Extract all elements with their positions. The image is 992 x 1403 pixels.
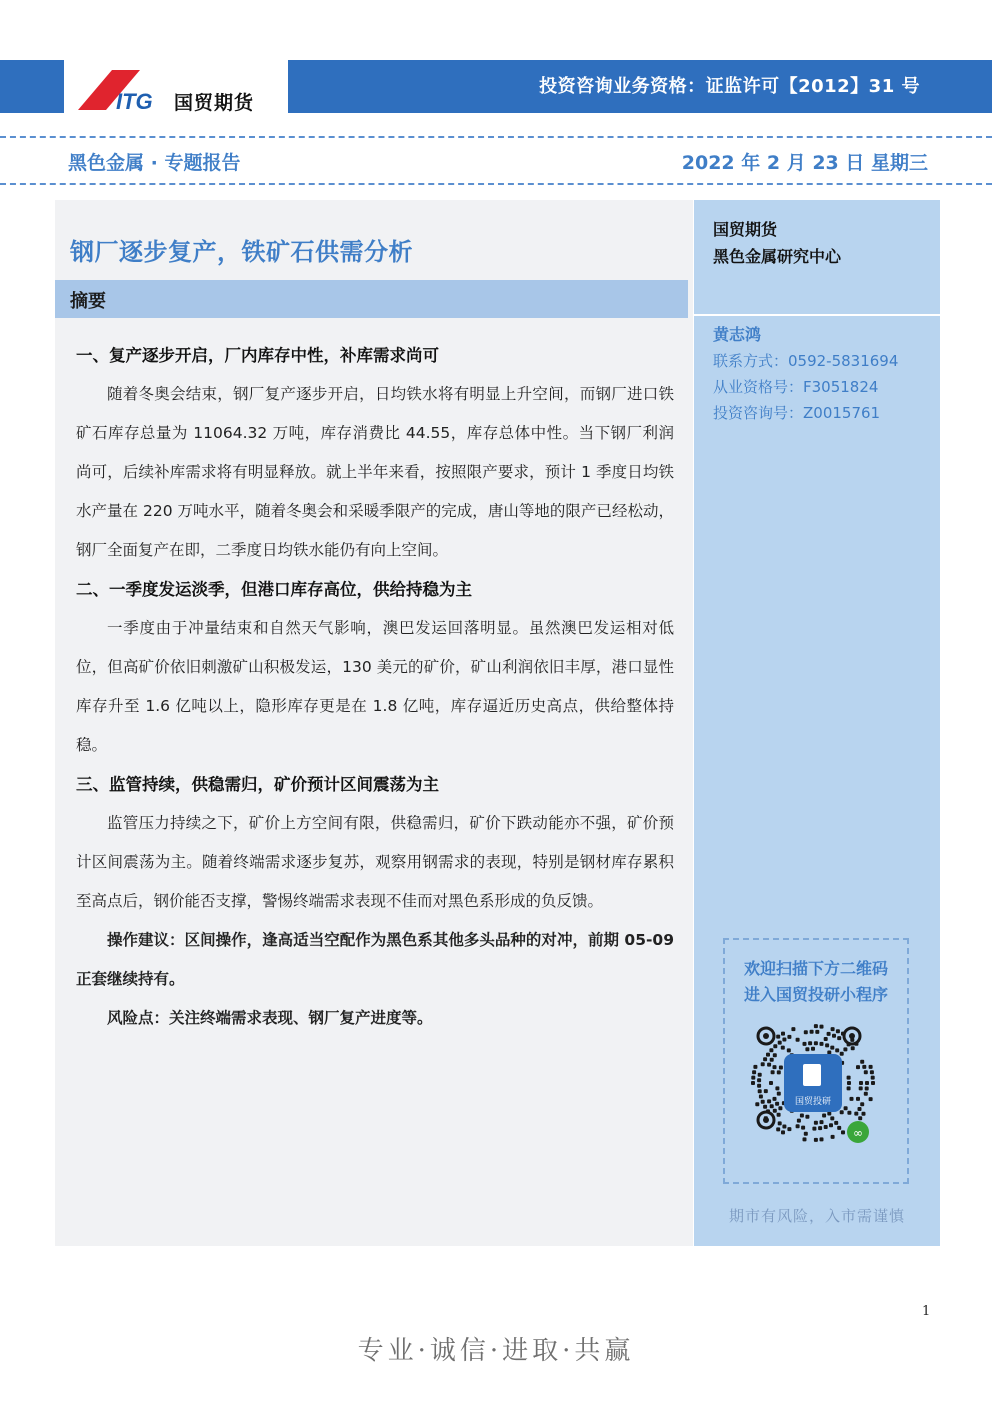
report-category: 黑色金属 · 专题报告	[68, 152, 241, 174]
risk-point: 风险点：关注终端需求表现、钢厂复产进度等。	[107, 1009, 433, 1027]
qr-center-label: 国贸投研	[794, 1097, 832, 1107]
header-divider-bottom	[0, 183, 992, 185]
risk-notice: 期市有风险，入市需谨慎	[728, 1207, 905, 1225]
qr-caption-line-2: 进入国贸投研小程序	[743, 985, 888, 1004]
page-number: 1	[922, 1304, 931, 1319]
section-body-3: 监管压力持续之下，矿价上方空间有限，供稳需归，矿价下跌动能亦不强，矿价预计区间震荡为主。随着终端需求逐步复苏，观察用钢需求的表现，特别是钢材库存累积至高点后，钢价能否支撑，警惕终端需求表现不佳而对黑色系形成的负反馈。	[76, 814, 674, 910]
abstract-bar	[55, 280, 688, 318]
section-heading-3: 三、监管持续，供稳需归，矿价预计区间震荡为主	[76, 775, 439, 794]
sidebar-research-center: 黑色金属研究中心	[713, 247, 842, 266]
header-band-left	[0, 60, 64, 113]
analyst-consult-number: 投资咨询号：Z0015761	[713, 404, 881, 422]
abstract-label: 摘要	[70, 291, 106, 312]
header-divider-top	[0, 136, 992, 138]
qr-caption-line-1: 欢迎扫描下方二维码	[743, 959, 888, 978]
logo-letters: ITG	[116, 89, 153, 112]
section-heading-1: 一、复产逐步开启，厂内库存中性，补库需求尚可	[76, 346, 439, 365]
section-heading-2: 二、一季度发运淡季，但港口库存高位，供给持稳为主	[76, 580, 472, 599]
license-text: 投资咨询业务资格：证监许可【2012】31 号	[539, 76, 920, 97]
company-logo	[78, 68, 278, 112]
report-title: 钢厂逐步复产，铁矿石供需分析	[70, 238, 413, 266]
report-content	[76, 336, 674, 1038]
logo-text: 国贸期货	[174, 92, 255, 114]
analyst-contact: 联系方式：0592-5831694	[713, 352, 899, 370]
svg-text:∞: ∞	[853, 1126, 863, 1140]
document-icon	[803, 1064, 821, 1086]
operation-advice: 操作建议：区间操作，逢高适当空配作为黑色系其他多头品种的对冲，前期 05-09 正套继续持有。	[76, 931, 674, 988]
section-body-2: 一季度由于冲量结束和自然天气影响，澳巴发运回落明显。虽然澳巴发运相对低位，但高矿价依旧刺激矿山积极发运，130 美元的矿价，矿山利润依旧丰厚，港口显性库存升至 1.6 亿吨以上，隐形库存更是在 1.8 亿吨，库存逼近历史高点，供给整体持稳。	[76, 619, 674, 754]
logo-mark-icon	[78, 68, 174, 112]
sidebar-org: 国贸期货	[713, 220, 778, 239]
section-body-1: 随着冬奥会结束，钢厂复产逐步开启，日均铁水将有明显上升空间，而钢厂进口铁矿石库存总量为 11064.32 万吨，库存消费比 44.55，库存总体中性。当下钢厂利润尚可，后续补库需求将有明显释放。就上半年来看，按照限产要求，预计 1 季度日均铁水产量在 220 万吨水平，随着冬奥会和采暖季限产的完成，唐山等地的限产已经松动，钢厂全面复产在即，二季度日均铁水能仍有向上空间。	[76, 385, 674, 559]
report-date: 2022 年 2 月 23 日 星期三	[681, 152, 928, 174]
analyst-name: 黄志鸿	[713, 325, 762, 344]
analyst-qualification: 从业资格号：F3051824	[713, 378, 879, 396]
mini-program-qr-code[interactable]	[740, 1024, 892, 1154]
sidebar-divider	[694, 314, 940, 316]
footer-motto: 专业·诚信·进取·共赢	[357, 1336, 635, 1366]
